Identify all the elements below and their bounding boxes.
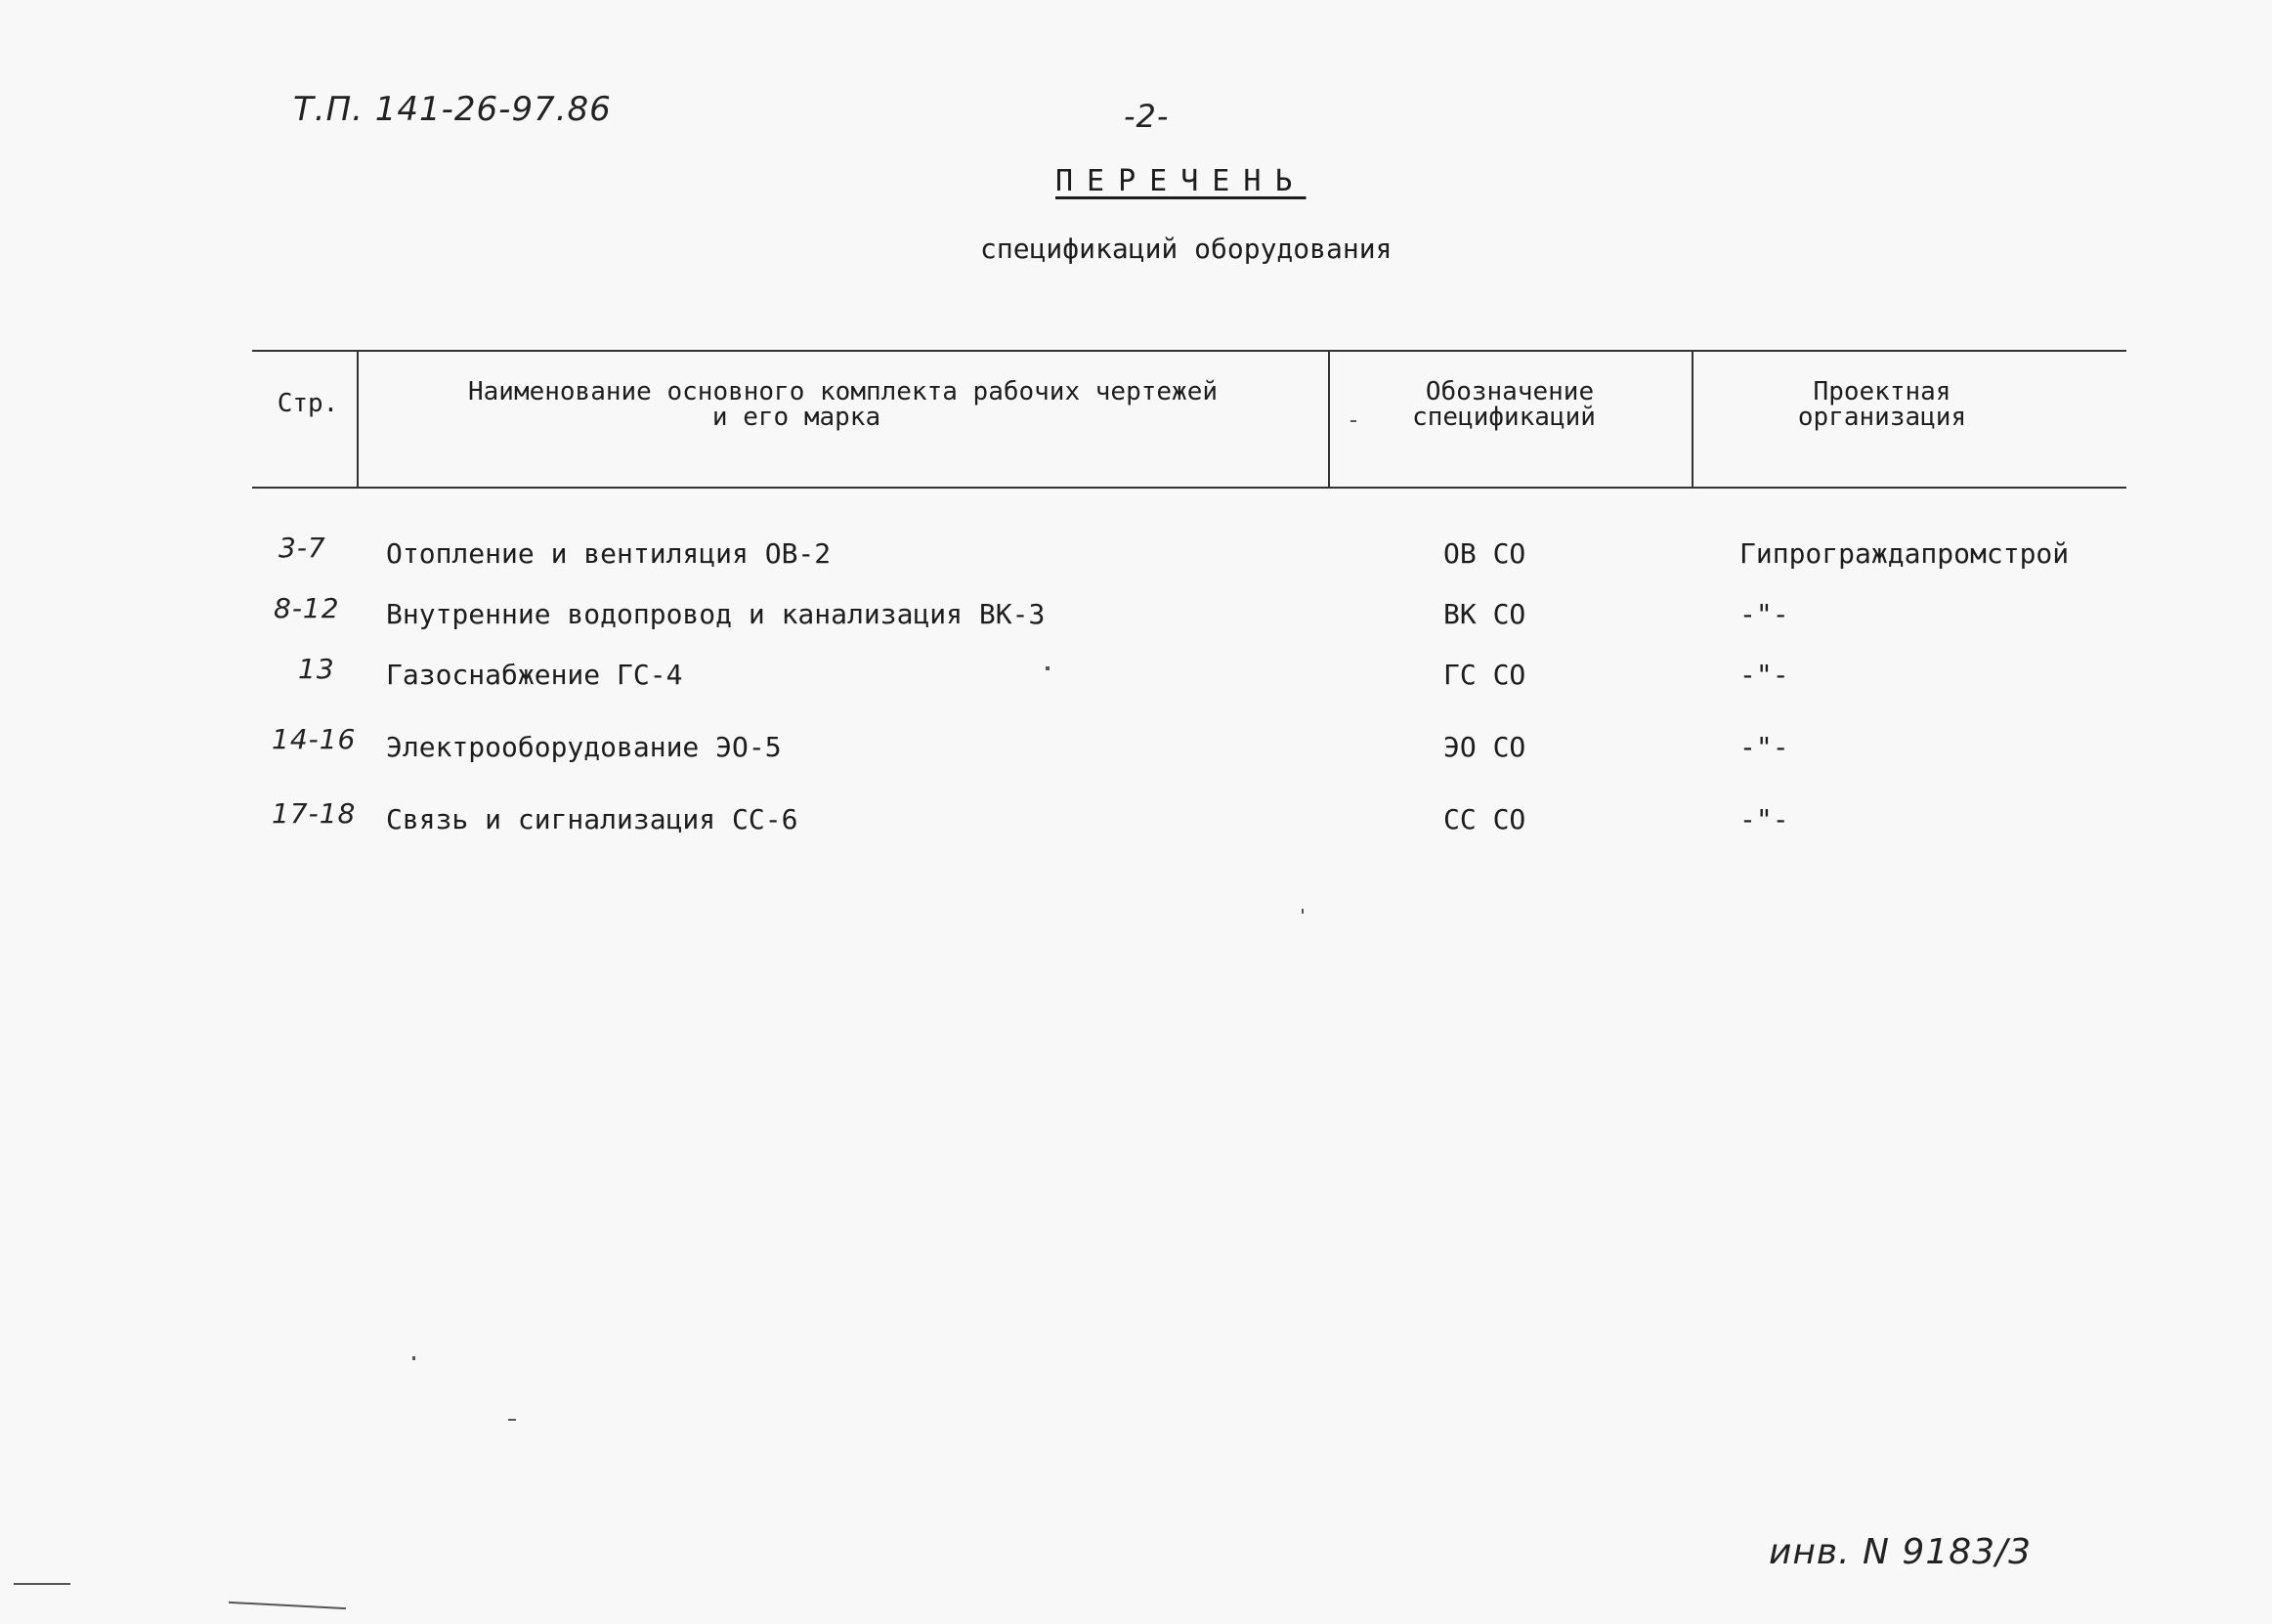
row-org: -"- bbox=[1739, 803, 1789, 835]
scan-speck bbox=[1350, 420, 1356, 422]
header-code-line1: Обозначение bbox=[1425, 377, 1595, 406]
header-org-line2: организация bbox=[1797, 403, 1967, 432]
row-pages: 3-7 bbox=[279, 532, 326, 564]
row-pages: 13 bbox=[298, 653, 335, 685]
column-divider bbox=[1692, 350, 1693, 487]
row-org: -"- bbox=[1739, 659, 1789, 691]
row-code: ОВ СО bbox=[1443, 537, 1526, 570]
row-code: СС СО bbox=[1443, 803, 1526, 835]
row-code: ЭО СО bbox=[1443, 731, 1526, 763]
row-name: Газоснабжение ГС-4 bbox=[386, 659, 683, 691]
document-title: ПЕРЕЧЕНЬ bbox=[1055, 164, 1307, 198]
row-name: Отопление и вентиляция ОВ-2 bbox=[386, 537, 832, 570]
scan-edge-mark bbox=[14, 1583, 70, 1585]
header-name-line2: и его марка bbox=[711, 403, 881, 432]
header-pages: Стр. bbox=[277, 389, 339, 418]
scan-speck bbox=[412, 1356, 415, 1360]
scan-edge-mark bbox=[229, 1602, 346, 1609]
page-number: -2- bbox=[1124, 98, 1170, 135]
row-name: Электрооборудование ЭО-5 bbox=[386, 731, 782, 763]
column-divider bbox=[357, 350, 359, 487]
row-pages: 17-18 bbox=[272, 797, 357, 830]
scan-speck bbox=[1302, 909, 1304, 914]
header-name-line1: Наименование основного комплекта рабочих чертежей bbox=[467, 377, 1218, 406]
row-org: -"- bbox=[1739, 731, 1789, 763]
table-top-rule bbox=[252, 350, 2126, 352]
scan-speck bbox=[1046, 666, 1050, 670]
table-header-rule bbox=[252, 487, 2126, 489]
row-pages: 8-12 bbox=[274, 592, 340, 624]
header-code-line2: спецификаций bbox=[1412, 403, 1596, 432]
row-org: Гипрограждапромстрой bbox=[1739, 537, 2070, 570]
column-divider bbox=[1328, 350, 1330, 487]
document-subtitle: спецификаций оборудования bbox=[980, 233, 1393, 265]
header-org-line1: Проектная bbox=[1813, 377, 1951, 406]
scan-speck bbox=[508, 1419, 516, 1421]
row-name: Связь и сигнализация СС-6 bbox=[386, 803, 798, 835]
row-code: ВК СО bbox=[1443, 598, 1526, 630]
row-pages: 14-16 bbox=[272, 723, 357, 755]
inventory-number: инв. N 9183/3 bbox=[1769, 1532, 2033, 1572]
row-code: ГС СО bbox=[1443, 659, 1526, 691]
row-name: Внутренние водопровод и канализация ВК-3 bbox=[386, 598, 1046, 630]
row-org: -"- bbox=[1739, 598, 1789, 630]
document-code: Т.П. 141-26-97.86 bbox=[293, 90, 612, 129]
